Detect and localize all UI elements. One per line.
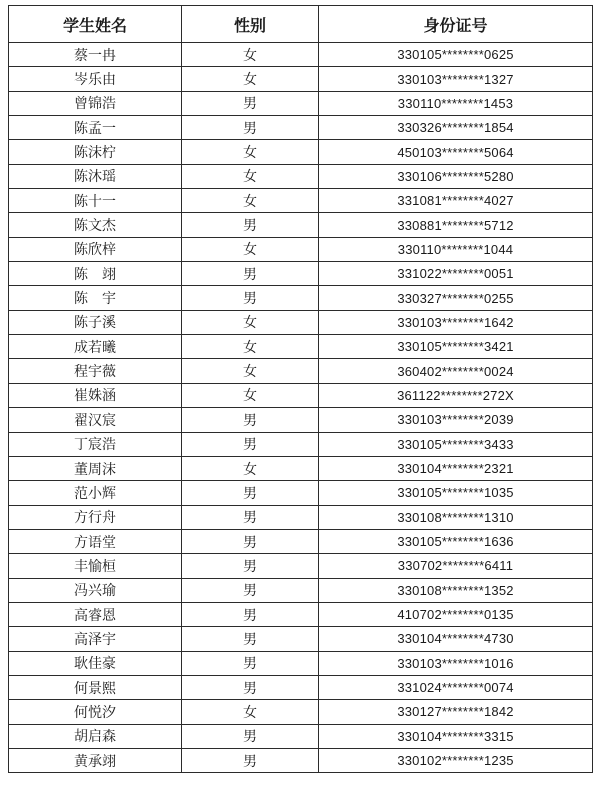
student-name-cell: 陈孟一 <box>9 116 182 140</box>
student-name-cell: 陈沐瑶 <box>9 164 182 188</box>
table-row <box>9 67 593 91</box>
id-number-cell: 330326********1854 <box>319 116 593 140</box>
student-name-cell: 丰愉桓 <box>9 554 182 578</box>
gender-cell: 女 <box>182 237 319 261</box>
gender-cell: 女 <box>182 383 319 407</box>
student-name-cell: 陈沫柠 <box>9 140 182 164</box>
table-row <box>9 286 593 310</box>
table-row <box>9 700 593 724</box>
table-row <box>9 164 593 188</box>
gender-cell: 男 <box>182 262 319 286</box>
header-row <box>9 6 593 43</box>
table-row <box>9 116 593 140</box>
student-name-cell: 蔡一冉 <box>9 43 182 67</box>
student-name-cell: 陈欣梓 <box>9 237 182 261</box>
table-row <box>9 43 593 67</box>
column-header-id-number: 身份证号 <box>319 6 593 43</box>
table-row <box>9 748 593 772</box>
id-number-cell: 330702********6411 <box>319 554 593 578</box>
id-number-cell: 330327********0255 <box>319 286 593 310</box>
id-number-cell: 330103********1327 <box>319 67 593 91</box>
table-row <box>9 237 593 261</box>
student-name-cell: 黄承翊 <box>9 748 182 772</box>
table-row <box>9 602 593 626</box>
table-row <box>9 310 593 334</box>
id-number-cell: 330104********2321 <box>319 456 593 480</box>
table-row <box>9 335 593 359</box>
table-row <box>9 189 593 213</box>
student-name-cell: 何悦汐 <box>9 700 182 724</box>
gender-cell: 男 <box>182 651 319 675</box>
table-row <box>9 432 593 456</box>
gender-cell: 女 <box>182 310 319 334</box>
gender-cell: 男 <box>182 505 319 529</box>
id-number-cell: 330881********5712 <box>319 213 593 237</box>
gender-cell: 女 <box>182 335 319 359</box>
table-row <box>9 505 593 529</box>
student-name-cell: 丁宸浩 <box>9 432 182 456</box>
student-name-cell: 崔姝涵 <box>9 383 182 407</box>
student-name-cell: 陈 宇 <box>9 286 182 310</box>
gender-cell: 男 <box>182 432 319 456</box>
student-name-cell: 高泽宇 <box>9 627 182 651</box>
student-name-cell: 何景熙 <box>9 675 182 699</box>
gender-cell: 男 <box>182 602 319 626</box>
table-row <box>9 456 593 480</box>
column-header-gender: 性别 <box>182 6 319 43</box>
column-header-name: 学生姓名 <box>9 6 182 43</box>
table-row <box>9 359 593 383</box>
student-name-cell: 成若曦 <box>9 335 182 359</box>
table-row <box>9 91 593 115</box>
id-number-cell: 331081********4027 <box>319 189 593 213</box>
table-row <box>9 529 593 553</box>
student-roster-sheet <box>8 5 592 773</box>
id-number-cell: 330105********0625 <box>319 43 593 67</box>
id-number-cell: 330102********1235 <box>319 748 593 772</box>
gender-cell: 女 <box>182 700 319 724</box>
gender-cell: 女 <box>182 164 319 188</box>
id-number-cell: 330105********3421 <box>319 335 593 359</box>
id-number-cell: 330110********1044 <box>319 237 593 261</box>
gender-cell: 女 <box>182 189 319 213</box>
table-row <box>9 383 593 407</box>
id-number-cell: 330108********1310 <box>319 505 593 529</box>
table-row <box>9 627 593 651</box>
table-row <box>9 213 593 237</box>
id-number-cell: 330106********5280 <box>319 164 593 188</box>
id-number-cell: 410702********0135 <box>319 602 593 626</box>
id-number-cell: 330104********3315 <box>319 724 593 748</box>
student-name-cell: 方语堂 <box>9 529 182 553</box>
id-number-cell: 330105********3433 <box>319 432 593 456</box>
gender-cell: 女 <box>182 140 319 164</box>
gender-cell: 男 <box>182 408 319 432</box>
student-name-cell: 陈十一 <box>9 189 182 213</box>
id-number-cell: 450103********5064 <box>319 140 593 164</box>
student-name-cell: 耿佳豪 <box>9 651 182 675</box>
table-row <box>9 408 593 432</box>
student-name-cell: 程宇薇 <box>9 359 182 383</box>
table-row <box>9 140 593 164</box>
table-row <box>9 262 593 286</box>
id-number-cell: 330105********1035 <box>319 481 593 505</box>
student-name-cell: 曾锦浩 <box>9 91 182 115</box>
gender-cell: 女 <box>182 43 319 67</box>
student-name-cell: 高睿恩 <box>9 602 182 626</box>
table-row <box>9 651 593 675</box>
gender-cell: 女 <box>182 67 319 91</box>
gender-cell: 男 <box>182 724 319 748</box>
table-row <box>9 481 593 505</box>
id-number-cell: 331022********0051 <box>319 262 593 286</box>
gender-cell: 男 <box>182 748 319 772</box>
student-name-cell: 陈 翊 <box>9 262 182 286</box>
roster-body <box>9 43 593 773</box>
gender-cell: 女 <box>182 359 319 383</box>
id-number-cell: 330110********1453 <box>319 91 593 115</box>
id-number-cell: 330103********1016 <box>319 651 593 675</box>
gender-cell: 男 <box>182 529 319 553</box>
id-number-cell: 361122********272X <box>319 383 593 407</box>
gender-cell: 男 <box>182 91 319 115</box>
gender-cell: 男 <box>182 627 319 651</box>
gender-cell: 男 <box>182 481 319 505</box>
student-name-cell: 陈文杰 <box>9 213 182 237</box>
id-number-cell: 331024********0074 <box>319 675 593 699</box>
gender-cell: 女 <box>182 456 319 480</box>
gender-cell: 男 <box>182 675 319 699</box>
id-number-cell: 330103********2039 <box>319 408 593 432</box>
table-row <box>9 675 593 699</box>
student-name-cell: 胡启森 <box>9 724 182 748</box>
table-row <box>9 578 593 602</box>
id-number-cell: 330108********1352 <box>319 578 593 602</box>
id-number-cell: 330105********1636 <box>319 529 593 553</box>
id-number-cell: 330127********1842 <box>319 700 593 724</box>
student-name-cell: 冯兴瑜 <box>9 578 182 602</box>
table-row <box>9 554 593 578</box>
student-name-cell: 方行舟 <box>9 505 182 529</box>
gender-cell: 男 <box>182 116 319 140</box>
id-number-cell: 330103********1642 <box>319 310 593 334</box>
student-roster-table <box>8 5 593 773</box>
student-name-cell: 岑乐由 <box>9 67 182 91</box>
id-number-cell: 330104********4730 <box>319 627 593 651</box>
student-name-cell: 陈子溪 <box>9 310 182 334</box>
gender-cell: 男 <box>182 554 319 578</box>
student-name-cell: 董周沫 <box>9 456 182 480</box>
gender-cell: 男 <box>182 286 319 310</box>
id-number-cell: 360402********0024 <box>319 359 593 383</box>
gender-cell: 男 <box>182 213 319 237</box>
student-name-cell: 范小辉 <box>9 481 182 505</box>
table-row <box>9 724 593 748</box>
student-name-cell: 翟汉宸 <box>9 408 182 432</box>
gender-cell: 男 <box>182 578 319 602</box>
